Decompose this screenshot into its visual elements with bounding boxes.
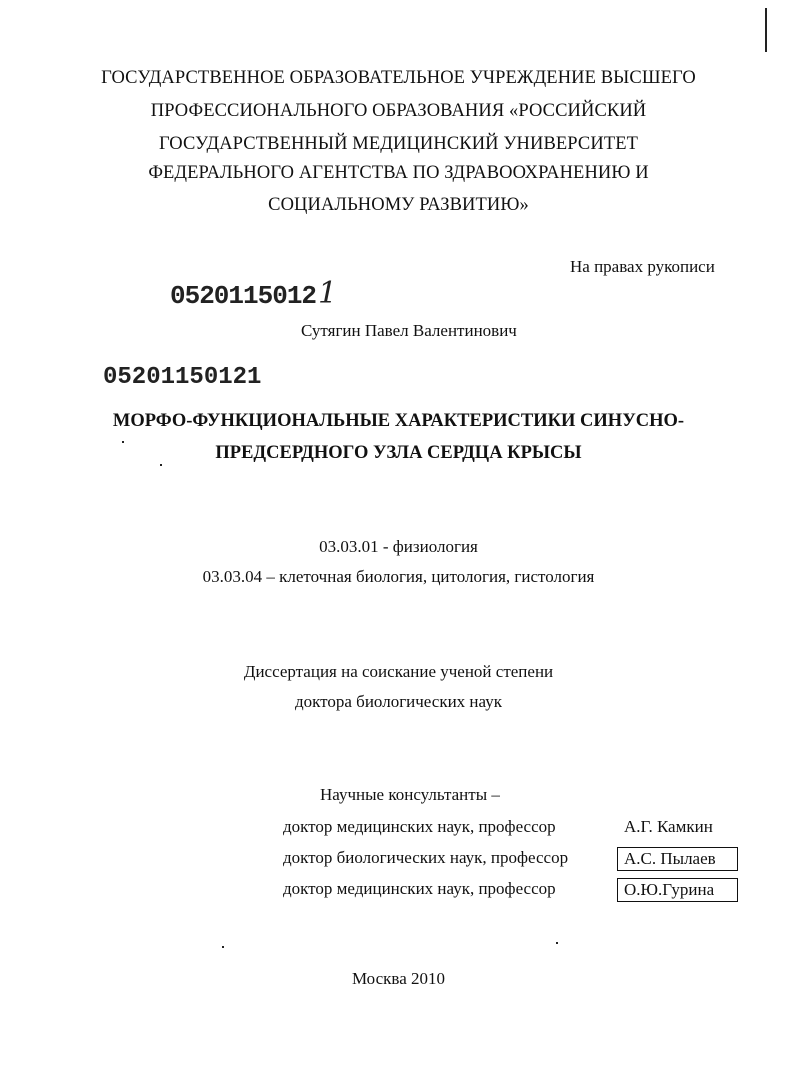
scan-edge-mark [765, 8, 767, 52]
consultant-1-role: доктор медицинских наук, профессор [283, 817, 556, 836]
scan-dot [222, 946, 224, 948]
degree-line-1: Диссертация на соискание ученой степени [243, 662, 554, 681]
scan-dot [160, 464, 162, 466]
manuscript-note: На правах рукописи [570, 257, 715, 276]
stamp-code-1-text: 0520115012 [170, 281, 317, 311]
specialty-1: 03.03.01 - физиология [319, 537, 478, 556]
institution-line-4: ФЕДЕРАЛЬНОГО АГЕНТСТВА ПО ЗДРАВООХРАНЕНИЮ И [148, 163, 649, 183]
scan-dot [556, 942, 558, 944]
institution-line-3: ГОСУДАРСТВЕННЫЙ МЕДИЦИНСКИЙ УНИВЕРСИТЕТ [158, 134, 639, 154]
consultant-3-name-box: О.Ю.Гурина [617, 878, 738, 902]
consultant-1-name: А.Г. Камкин [624, 817, 713, 836]
consultants-heading: Научные консультанты – [320, 785, 500, 804]
thesis-title-line-2: ПРЕДСЕРДНОГО УЗЛА СЕРДЦА КРЫСЫ [215, 443, 582, 463]
scan-dot [122, 441, 124, 443]
thesis-title-line-1: МОРФО-ФУНКЦИОНАЛЬНЫЕ ХАРАКТЕРИСТИКИ СИНУСНО- [112, 411, 685, 431]
specialty-2: 03.03.04 – клеточная биология, цитология, гистология [202, 567, 595, 586]
stamp-code-1 [170, 276, 336, 311]
consultant-2-name-box: А.С. Пылаев [617, 847, 738, 871]
consultant-3-role: доктор медицинских наук, профессор [283, 879, 556, 898]
city-year: Москва 2010 [351, 969, 446, 988]
institution-line-2: ПРОФЕССИОНАЛЬНОГО ОБРАЗОВАНИЯ «РОССИЙСКИЙ [150, 101, 647, 121]
consultant-2-role: доктор биологических наук, профессор [283, 848, 569, 867]
author-name: Сутягин Павел Валентинович [301, 321, 517, 340]
consultant-2-name [617, 847, 738, 871]
degree-line-2: доктора биологических наук [295, 692, 502, 711]
institution-line-5: СОЦИАЛЬНОМУ РАЗВИТИЮ» [268, 195, 529, 215]
stamp-code-2: 05201150121 [103, 364, 262, 391]
consultant-3-name [617, 878, 738, 902]
stamp-code-1-handwritten-digit: 1 [318, 276, 337, 311]
institution-line-1: ГОСУДАРСТВЕННОЕ ОБРАЗОВАТЕЛЬНОЕ УЧРЕЖДЕНИЕ ВЫСШЕГО [101, 68, 696, 88]
